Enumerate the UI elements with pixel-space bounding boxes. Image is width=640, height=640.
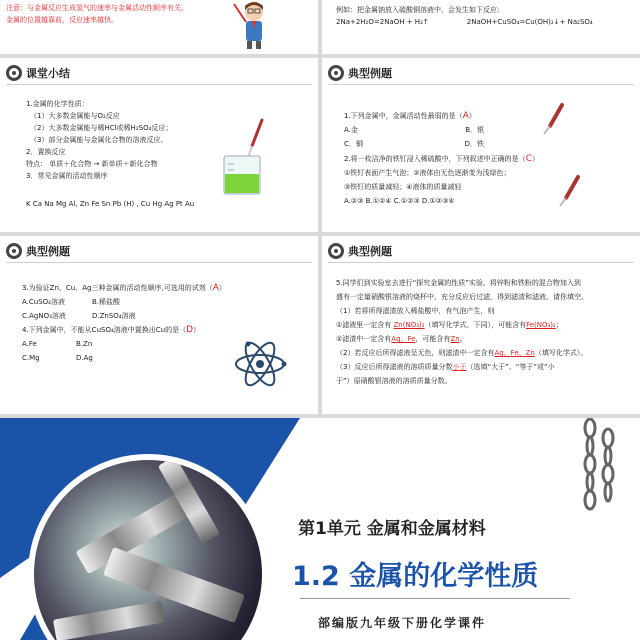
paragraph-line — [336, 318, 588, 332]
option: B.稀盐酸 — [92, 298, 121, 306]
note-line-2: 金属的位置越靠前，反应速率越快。 — [6, 16, 118, 24]
question-text: 4.下列金属中，不能从CuSO₄溶液中置换出Cu的是（ — [22, 326, 187, 334]
option: A.CuSO₄溶液 — [22, 298, 65, 306]
option: C.Mg — [22, 354, 40, 362]
paragraph-line — [336, 332, 588, 346]
text: （填写化学式）。 — [534, 349, 588, 357]
slide-summary — [0, 58, 318, 232]
question-close: ） — [218, 284, 226, 292]
slide-note — [0, 0, 318, 54]
question-3 — [22, 282, 226, 294]
question-2 — [344, 153, 539, 165]
option: B．银 — [465, 126, 484, 134]
option: C．铜 — [344, 140, 363, 148]
dropper-icon — [554, 174, 584, 208]
summary-line: 特点： 单质＋化合物 → 新单质＋新化合物 — [26, 160, 158, 168]
answer: Ag、Fe — [391, 335, 416, 343]
equation-2: 2NaOH+CuSO₄=Cu(OH)₂↓+ Na₂SO₄ — [466, 18, 593, 26]
summary-line: 1.金属的化学性质： — [26, 100, 89, 108]
answer: Fe(NO₃)₂ — [526, 321, 556, 329]
answer: 小于 — [452, 363, 467, 371]
header-divider — [328, 262, 634, 263]
statement: ①铁钉表面产生气泡；②液体由无色逐渐变为浅绿色； — [344, 169, 511, 177]
paragraph-line: 于”）原硝酸银溶液的溶质质量分数。 — [336, 377, 452, 385]
slide-title: 典型例题 — [348, 245, 392, 258]
paragraph-line — [336, 346, 588, 360]
text: ； — [555, 321, 563, 329]
answer: Zn(NO₃)₂ — [393, 321, 425, 329]
summary-line: 3．常见金属的活动性顺序 — [26, 172, 108, 180]
question-1-options — [344, 124, 484, 136]
slide-examples-2 — [0, 236, 318, 414]
summary-line: （2）大多数金属能与稀HCl或稀H₂SO₄反应； — [30, 124, 173, 132]
slide-examples-3 — [322, 236, 640, 414]
question-text: 1.下列金属中，金属活动性最弱的是（ — [344, 112, 463, 120]
note-line-1: 注意：与金属反应生成氢气的速率与金属活动性顺序有关, — [6, 4, 184, 12]
question-close: ） — [468, 112, 476, 120]
paragraph-line — [336, 360, 588, 374]
question-text: 3.为验证Zn、Cu、Ag三种金属的活动性顺序,可选用的试剂（ — [22, 284, 213, 292]
answer: A — [212, 283, 219, 293]
text: ①滤液里一定含有 — [336, 321, 394, 329]
paragraph-line: （1）若将所得滤渣放入稀盐酸中，有气泡产生，则 — [336, 307, 495, 315]
text: 。 — [459, 335, 467, 343]
target-icon — [328, 243, 344, 259]
paragraph-line: 5.同学们到实验室去进行“探究金属的性质”实验。将锌粉和铁粉的混合物加入到 — [336, 279, 581, 287]
option: D.ZnSO₄溶液 — [92, 312, 136, 320]
text: ，可能含有 — [415, 335, 451, 343]
target-icon — [6, 65, 22, 81]
answer: Zn — [450, 335, 460, 343]
answer: Ag、Fe、Zn — [494, 349, 535, 357]
summary-line: （3）部分金属能与金属化合物的溶液反应。 — [30, 136, 168, 144]
text: ②滤渣中一定含有 — [336, 335, 392, 343]
slide-title: 课堂小结 — [26, 67, 70, 80]
slide-header — [6, 64, 70, 82]
option: D．铁 — [464, 140, 484, 148]
answer: C — [525, 154, 532, 164]
text: （填写化学式，下同），可能含有 — [424, 321, 527, 329]
header-divider — [328, 84, 634, 85]
slide-examples-1 — [322, 58, 640, 232]
course-subtitle: 部编版九年级下册化学课件 — [318, 616, 487, 630]
slide-header — [328, 64, 392, 82]
equation-1: 2Na+2H₂O=2NaOH + H₂↑ — [336, 18, 429, 26]
summary-body — [26, 98, 172, 182]
text: （3）反应后所得滤液的溶质质量分数 — [336, 363, 453, 371]
chain-decoration — [580, 418, 620, 518]
example-line: 例如：把金属钠放入硫酸铜溶液中，会发生如下反应: — [336, 6, 500, 14]
header-divider — [6, 262, 312, 263]
example-text — [336, 4, 593, 28]
note-text — [6, 2, 183, 26]
dropper-icon — [538, 102, 568, 136]
summary-line: 2．置换反应 — [26, 148, 66, 156]
slide-header — [6, 242, 70, 260]
option: B.Zn — [76, 340, 93, 348]
slide-example-reaction — [322, 0, 640, 54]
atom-icon — [232, 336, 288, 392]
question-close: ） — [531, 155, 539, 163]
slide-header — [328, 242, 392, 260]
target-icon — [6, 243, 22, 259]
question-1-options — [344, 138, 484, 150]
paragraph-line: 盛有一定量硝酸银溶液的烧杯中，充分反应后过滤，得到滤渣和滤液。请你填空。 — [336, 293, 588, 301]
teacher-illustration — [228, 0, 278, 50]
option: D.Ag — [76, 354, 93, 362]
answer: D — [186, 325, 194, 335]
target-icon — [328, 65, 344, 81]
statement: ③铁钉的质量减轻；④液体的质量减轻 — [344, 183, 462, 191]
option: A.Fe — [22, 340, 37, 348]
question-1 — [344, 110, 476, 122]
question-text: 2.将一枚洁净的铁钉浸入稀硫酸中，下列叙述中正确的是（ — [344, 155, 526, 163]
option: A.金 — [344, 126, 358, 134]
beaker-dropper-icon — [216, 116, 276, 196]
activity-series: K Ca Na Mg Al, Zn Fe Sn Pb (H) , Cu Hg Ag Pt Au — [26, 200, 195, 208]
question-close: ） — [193, 326, 201, 334]
text: （2）若反应后所得滤液呈无色，则滤渣中一定含有 — [336, 349, 495, 357]
question-4 — [22, 324, 200, 336]
slide-title-cover — [0, 418, 640, 640]
question-5 — [336, 276, 588, 388]
slide-title: 典型例题 — [348, 67, 392, 80]
summary-line: （1）大多数金属能与O₂反应 — [30, 112, 120, 120]
title-divider — [300, 598, 570, 599]
question-2-options: A.②③ B.①②④ C.①②③ D.①②③④ — [344, 197, 455, 205]
lesson-title: 1.2 金属的化学性质 — [292, 561, 539, 592]
text: （选填“大于”、“等于”或“小 — [466, 363, 555, 371]
answer: A — [462, 111, 469, 121]
unit-title: 第1单元 金属和金属材料 — [298, 519, 486, 539]
header-divider — [6, 84, 312, 85]
slide-title: 典型例题 — [26, 245, 70, 258]
option: C.AgNO₃溶液 — [22, 312, 66, 320]
